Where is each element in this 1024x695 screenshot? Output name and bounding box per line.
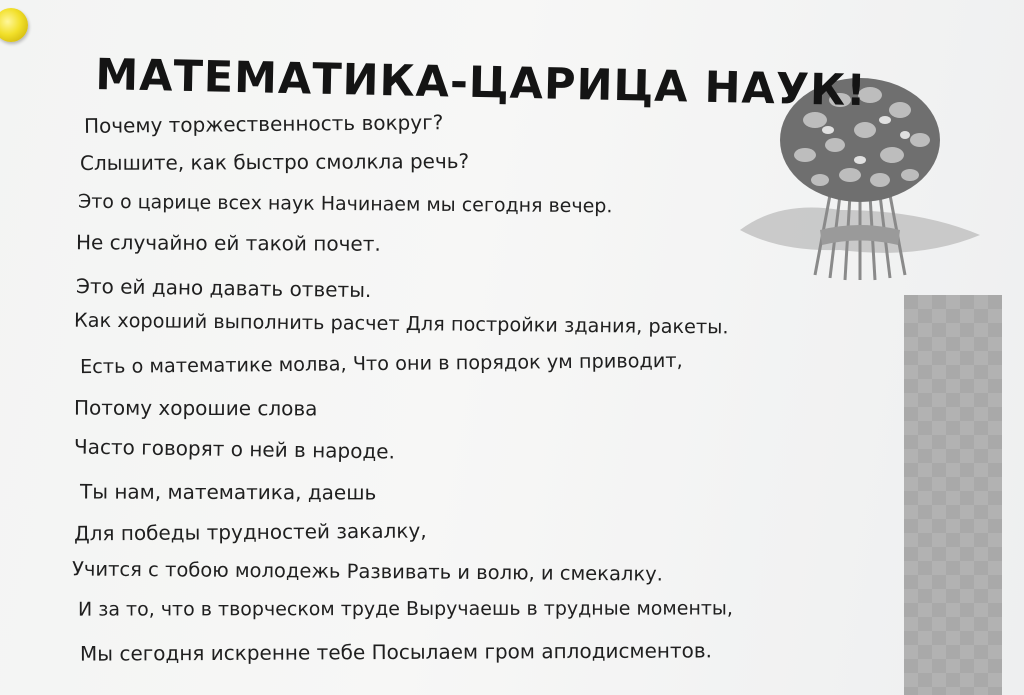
poem-line: И за то, что в творческом труде Выручаешь в трудные моменты, — [77, 597, 733, 621]
page-title: МАТЕМАТИКА-ЦАРИЦА НАУК! — [94, 50, 868, 117]
poem-line: Слышите, как быстро смолкла речь? — [79, 148, 470, 176]
poem-line: Это ей дано давать ответы. — [75, 273, 372, 303]
poem-line: Это о царице всех наук Начинаем мы сегодня вечер. — [77, 190, 613, 218]
poem-line: Почему торжественность вокруг? — [83, 110, 444, 138]
poem-line: Есть о математике молва, Что они в порядок ум приводит, — [79, 348, 683, 379]
poem-line: Учится с тобою молодежь Развивать и волю, и смекалку. — [71, 557, 664, 586]
poem-line: Мы сегодня искренне тебе Посылаем гром аплодисментов. — [79, 638, 713, 666]
poem-line: Часто говорят о ней в народе. — [73, 434, 396, 464]
poem-line: Потому хорошие слова — [73, 395, 318, 421]
poem-line: Ты нам, математика, даешь — [79, 479, 377, 505]
poem-line: Как хороший выполнить расчет Для постройки здания, ракеты. — [73, 308, 729, 339]
poem-line: Для победы трудностей закалку, — [73, 518, 427, 546]
poem-line: Не случайно ей такой почет. — [75, 230, 381, 256]
